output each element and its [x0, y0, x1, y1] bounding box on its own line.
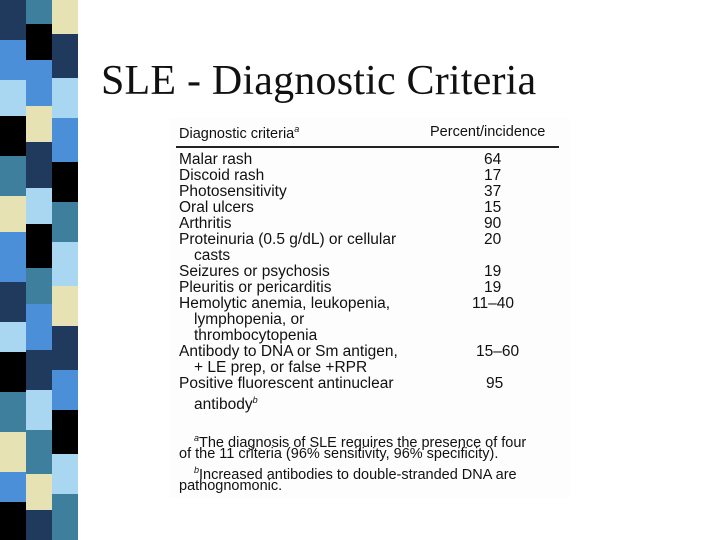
criterion-label-continued: antibody$^b$: [194, 395, 258, 414]
criterion-value: 95: [486, 375, 504, 392]
criterion-value: 90: [484, 215, 502, 232]
header-rule: [176, 146, 559, 148]
table-row: [170, 375, 570, 414]
criterion-value: 20: [484, 231, 502, 248]
criterion-label-continued: casts: [194, 247, 231, 264]
slide-title: SLE - Diagnostic Criteria: [101, 58, 537, 104]
criterion-label-continued: thrombocytopenia: [194, 327, 318, 344]
footnote-b-line2: pathognomonic.: [179, 478, 283, 494]
criterion-label-continued: + LE prep, or false +RPR: [194, 359, 368, 376]
criterion-label: Oral ulcers: [179, 199, 254, 216]
criterion-label: Seizures or psychosis: [179, 263, 330, 280]
criterion-label-continued: lymphopenia, or: [194, 311, 305, 328]
criterion-label: Photosensitivity: [179, 183, 287, 200]
criterion-value: 19: [484, 279, 502, 296]
criterion-value: 15: [484, 199, 502, 216]
criteria-table: [170, 118, 570, 498]
criterion-value: 19: [484, 263, 502, 280]
table-row: [170, 344, 570, 376]
criterion-label: Antibody to DNA or Sm antigen,: [179, 343, 398, 360]
criterion-label: Discoid rash: [179, 167, 265, 184]
table-row: [170, 296, 570, 344]
footnote-a-line2: of the 11 criteria (96% sensitivity, 96% specificity).: [179, 446, 499, 462]
footnote-a-line1: $^a$The diagnosis of SLE requires the presence of four: [194, 433, 527, 451]
criterion-label: Proteinuria (0.5 g/dL) or cellular: [179, 231, 397, 248]
criterion-value: 17: [484, 167, 502, 184]
criterion-value: 11–40: [472, 295, 514, 312]
criteria-column-header: Diagnostic criteria$^a$: [179, 124, 300, 142]
footnote-b-line1: $^b$Increased antibodies to double-stranded DNA are: [194, 465, 517, 483]
criterion-value: 64: [484, 151, 502, 168]
criterion-value: 15–60: [476, 343, 520, 360]
criterion-label: Hemolytic anemia, leukopenia,: [179, 295, 391, 312]
criterion-label: Pleuritis or pericarditis: [179, 279, 332, 296]
criterion-label: Malar rash: [179, 151, 253, 168]
criterion-label: Positive fluorescent antinuclear: [179, 375, 394, 392]
percent-column-header: Percent/incidence: [430, 124, 546, 140]
criterion-value: 37: [484, 183, 502, 200]
decorative-left-stripe: [0, 0, 78, 540]
criterion-label: Arthritis: [179, 215, 232, 232]
table-row: [170, 232, 570, 264]
